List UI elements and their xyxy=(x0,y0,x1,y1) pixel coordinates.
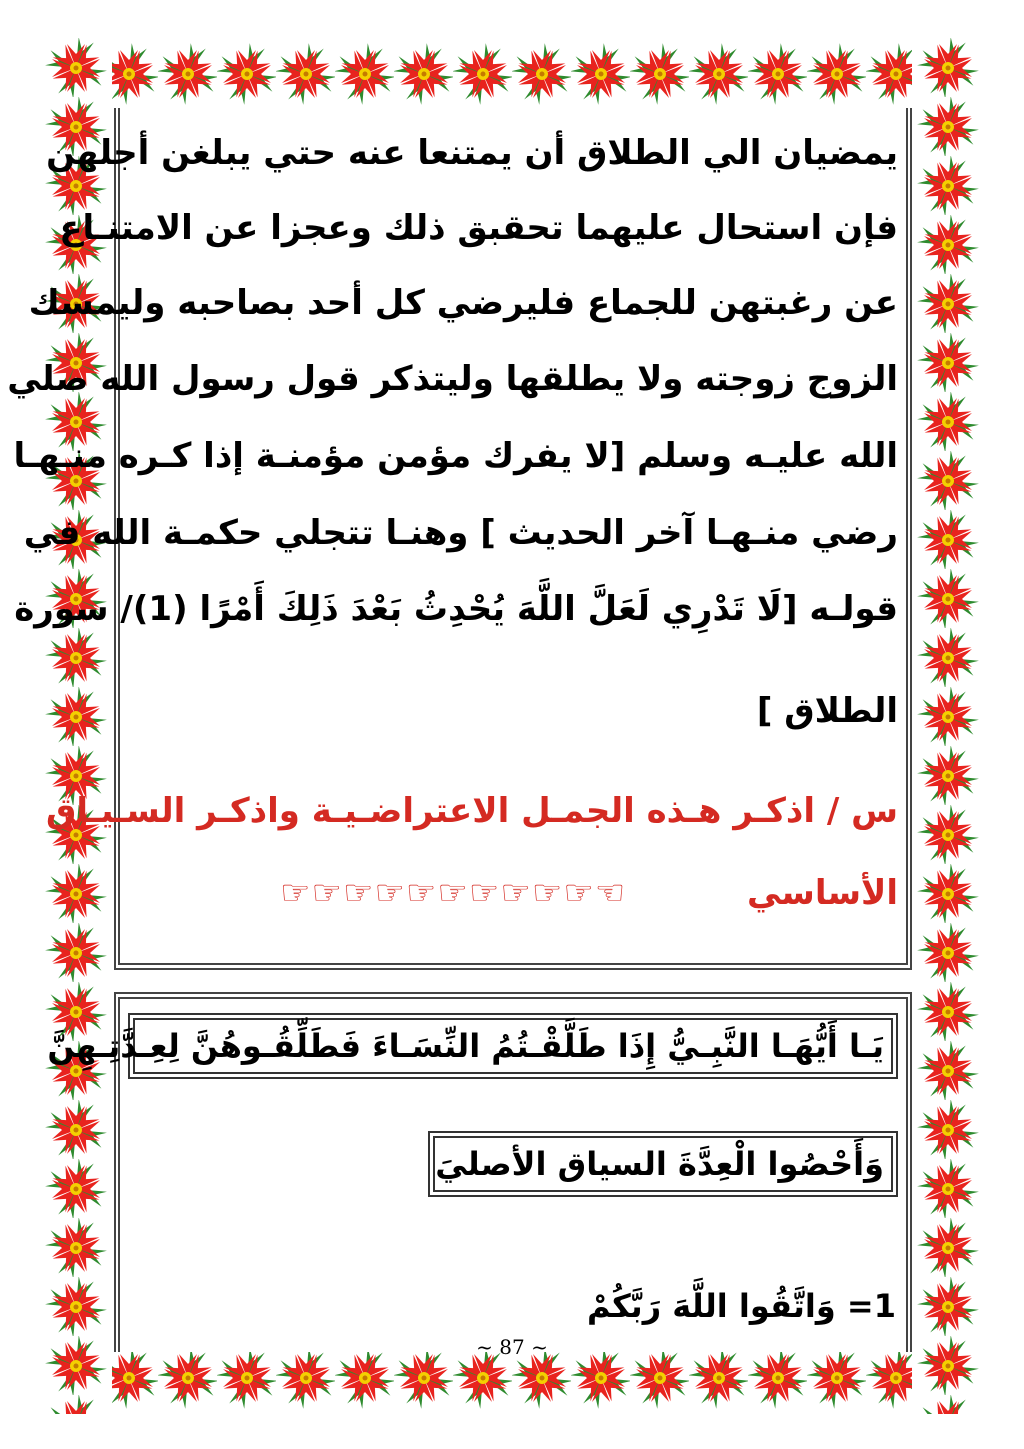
verse-box: وَأَحْصُوا الْعِدَّةَ السياق الأصليَ xyxy=(428,1131,898,1197)
paragraph-line: الله عليـه وسلم [لا يفرك مؤمن مؤمنـة إذا كـره منـهـا xyxy=(13,436,898,476)
paragraph-line: الطلاق ] xyxy=(756,691,898,731)
decorative-border-top xyxy=(40,38,984,110)
text-panel xyxy=(7,108,912,970)
paragraph-line: عن رغبتهن للجماع فليرضي كل أحد بصاحبه وليمسك xyxy=(28,283,898,323)
verse-line: 1= وَاتَّقُوا اللَّهَ رَبَّكُمْ xyxy=(586,1287,896,1325)
pointing-hand-icon: ☞☞☞☞☞☞☞☞☞☞☜ xyxy=(280,873,627,913)
verse-box: يَـا أَيُّهَـا النَّبِـيُّ إِذَا طَلَّقْـتُمُ النِّسَـاءَ فَطَلِّقُـوهُنَّ لِعِـدَّتِـهِنَّ xyxy=(128,1013,898,1079)
paragraph-line: يمضيان الي الطلاق أن يمتنعا عنه حتي يبلغن أجلهن xyxy=(46,133,898,173)
decorative-border-right xyxy=(912,38,984,1414)
poinsettia-column-icon xyxy=(912,38,984,1414)
verse-panel xyxy=(47,992,912,1352)
question-line: س / اذكـر هـذه الجمـل الاعتراضـيـة واذكـر السـيـاق xyxy=(46,791,898,831)
paragraph-line: الزوج زوجته ولا يطلقها وليتذكر قول رسول الله صلي xyxy=(7,359,898,399)
paragraph-line: قولـه [لَا تَدْرِي لَعَلَّ اللَّهَ يُحْدِثُ بَعْدَ ذَلِكَ أَمْرًا (1)/ سورة xyxy=(14,589,898,629)
paragraph-line: فإن استحال عليهما تحقبق ذلك وعجزا عن الامتنـاع xyxy=(59,208,898,248)
question-line: الأساسي xyxy=(746,873,898,913)
poinsettia-row-icon xyxy=(40,38,984,110)
paragraph-line: رضي منـهـا آخر الحديث ] وهنـا تتجلي حكمـة الله في xyxy=(23,513,898,553)
page-number: ~ 87 ~ xyxy=(476,1335,548,1359)
